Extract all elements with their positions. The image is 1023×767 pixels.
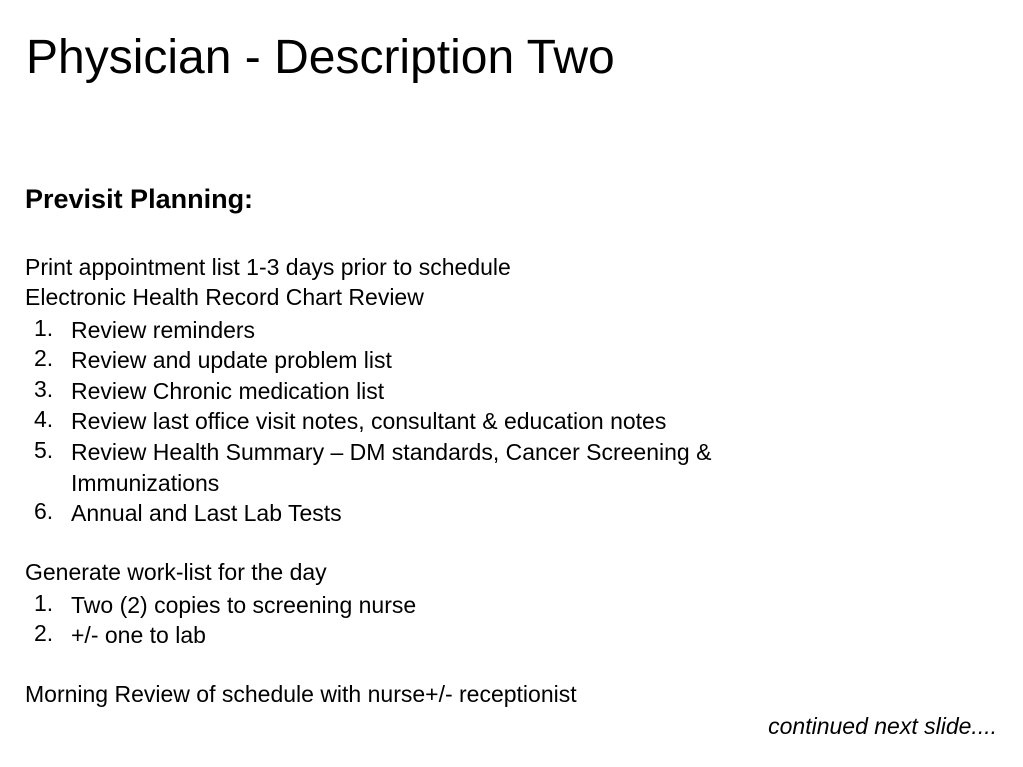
ehr-list-item bbox=[34, 406, 666, 437]
list-number: 4. bbox=[34, 406, 54, 432]
ehr-list-item bbox=[34, 498, 342, 529]
list-text bbox=[71, 437, 711, 498]
list-number: 1. bbox=[34, 590, 54, 616]
print-list-line: Print appointment list 1-3 days prior to schedule bbox=[25, 254, 511, 280]
list-text: Review last office visit notes, consultant & education notes bbox=[71, 408, 667, 434]
slide-title: Physician - Description Two bbox=[26, 31, 615, 84]
morning-review-line: Morning Review of schedule with nurse+/- receptionist bbox=[25, 681, 577, 707]
list-number: 1. bbox=[34, 315, 54, 341]
continued-note: continued next slide.... bbox=[768, 713, 997, 739]
worklist-item bbox=[34, 590, 416, 621]
ehr-list-item bbox=[34, 376, 384, 407]
list-text-line: Review Health Summary – DM standards, Cancer Screening & bbox=[71, 439, 712, 465]
list-text: Review reminders bbox=[71, 317, 256, 343]
worklist-item bbox=[34, 620, 206, 651]
list-number: 5. bbox=[34, 437, 54, 463]
list-text: Review Chronic medication list bbox=[71, 378, 385, 404]
list-number: 2. bbox=[34, 620, 54, 646]
generate-worklist-line: Generate work-list for the day bbox=[25, 559, 327, 585]
list-number: 6. bbox=[34, 498, 54, 524]
ehr-list-item bbox=[34, 345, 392, 376]
list-text-line-cont: Immunizations bbox=[71, 469, 220, 496]
list-number: 3. bbox=[34, 376, 54, 402]
ehr-list-item bbox=[34, 315, 255, 346]
list-text: Review and update problem list bbox=[71, 347, 392, 373]
list-text: Annual and Last Lab Tests bbox=[71, 500, 342, 526]
list-number: 2. bbox=[34, 345, 54, 371]
section-heading: Previsit Planning: bbox=[25, 184, 254, 214]
ehr-list-item bbox=[34, 437, 711, 498]
list-text: Two (2) copies to screening nurse bbox=[71, 592, 417, 618]
list-text: +/- one to lab bbox=[71, 622, 206, 648]
ehr-review-line: Electronic Health Record Chart Review bbox=[25, 284, 424, 310]
